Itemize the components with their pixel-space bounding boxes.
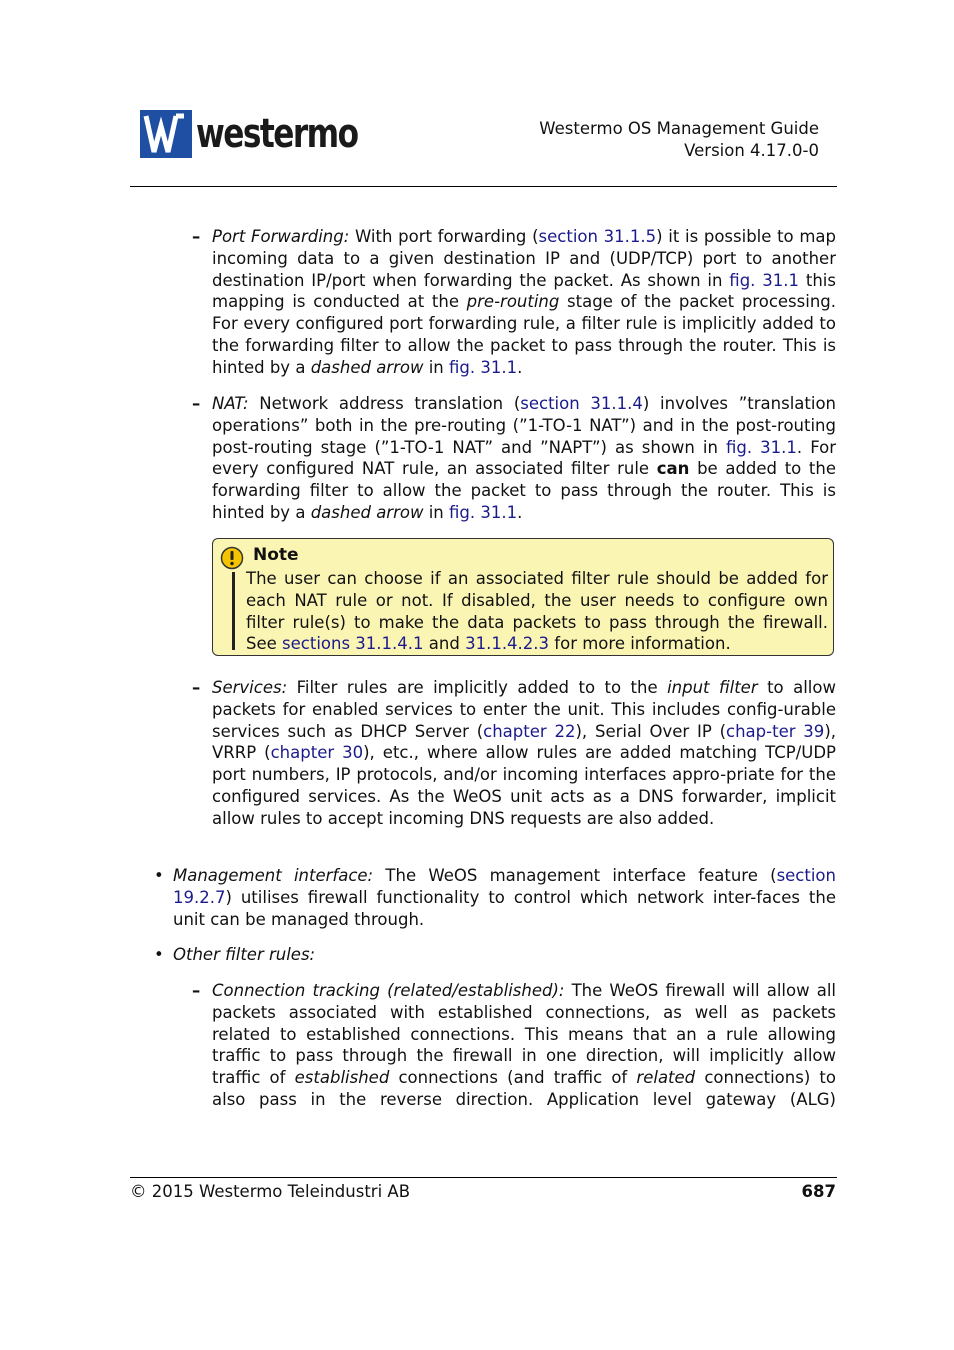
link-31-1-4-2-3[interactable]: 31.1.4.2.3 <box>465 634 550 654</box>
link-section-19-2-7[interactable]: section 19.2.7 <box>173 866 836 907</box>
footer-rule <box>130 1177 837 1178</box>
note-title: Note <box>253 545 299 565</box>
footer-copyright: © 2015 Westermo Teleindustri AB <box>130 1182 411 1201</box>
westermo-w-logo-icon <box>140 110 192 158</box>
dash-marker: – <box>192 394 201 413</box>
link-fig-31-1[interactable]: fig. 31.1 <box>449 502 518 522</box>
dash-marker: – <box>192 981 201 1000</box>
header-rule <box>130 186 837 187</box>
warning-icon <box>220 546 244 570</box>
link-chapter-39[interactable]: chap-ter 39 <box>726 721 825 741</box>
link-fig-31-1[interactable]: fig. 31.1 <box>729 270 800 290</box>
logo-wordmark: westermo <box>196 111 358 157</box>
management-interface-item: Management interface: The WeOS management interface feature (section 19.2.7) utilises firewall functionality to control which network inter-faces the unit can be managed through. <box>173 866 836 929</box>
bullet-marker: • <box>154 866 164 885</box>
bullet-marker: • <box>154 945 164 964</box>
document-header <box>539 118 819 162</box>
link-chapter-30[interactable]: chapter 30 <box>270 743 364 763</box>
other-filter-rules-item: Other filter rules: <box>173 945 316 964</box>
page-number: 687 <box>801 1182 836 1201</box>
document-title: Westermo OS Management Guide <box>539 119 819 138</box>
link-section-31-1-5[interactable]: section 31.1.5 <box>538 227 657 246</box>
document-version: Version 4.17.0-0 <box>684 141 819 160</box>
dash-marker: – <box>192 678 201 697</box>
westermo-logo <box>140 110 358 158</box>
dash-marker: – <box>192 227 201 246</box>
link-sections-31-1-4-1[interactable]: sections 31.1.4.1 <box>282 634 424 654</box>
note-body: The user can choose if an associated filter rule should be added for each NAT rule or not. If disabled, the user needs to configure own filter rule(s) to make the data packets to pass through the firewall. See sections 31.1.4.1 and 31.1.4.2.3 for more information. <box>246 569 828 654</box>
link-fig-31-1[interactable]: fig. 31.1 <box>726 437 797 457</box>
note-bar <box>232 572 235 650</box>
services-item: Services: Filter rules are implicitly added to to the input filter to allow packets for enabled services to enter the unit. This includes config-urable services such as DHCP Server (chapter 22), Serial Over IP (chap-ter 39), VRRP (chapter 30), etc., where allow rules are added matching TCP/UDP port numbers, IP protocols, and/or incoming interfaces appro-priate for the configured services. As the WeOS unit acts as a DNS forwarder, implicit allow rules to accept incoming DNS requests are also added. <box>212 678 836 828</box>
link-section-31-1-4[interactable]: section 31.1.4 <box>520 394 643 413</box>
port-forwarding-item: Port Forwarding: With port forwarding (section 31.1.5) it is possible to map incoming data to a given destination IP and (UDP/TCP) port to another destination IP/port when forwarding the packet. As shown in fig. 31.1 this mapping is conducted at the pre-routing stage of the packet processing. For every configured port forwarding rule, a filter rule is implicitly added to the forwarding filter to allow the packet to pass through the router. This is hinted by a dashed arrow in fig. 31.1. <box>212 227 837 377</box>
link-fig-31-1[interactable]: fig. 31.1 <box>449 357 518 377</box>
nat-item: NAT: Network address translation (section 31.1.4) involves ”translation operations” both in the pre-routing (”1-TO-1 NAT”) and in the post-routing post-routing stage (”1-TO-1 NAT” and ”NAPT”) as shown in fig. 31.1. For every configured NAT rule, an associated filter rule can be added to the forwarding filter to allow the packet to pass through the router. This is hinted by a dashed arrow in fig. 31.1. <box>212 394 837 522</box>
link-chapter-22[interactable]: chapter 22 <box>483 721 576 741</box>
connection-tracking-item: Connection tracking (related/established): The WeOS firewall will allow all packets associated with established connections, as well as packets related to established connections. This means that an a rule allowing traffic to pass through the firewall in one direction, will implicitly allow traffic of established connections (and traffic of related connections) to also pass in the reverse direction. Application level gateway (ALG) <box>212 981 836 1109</box>
